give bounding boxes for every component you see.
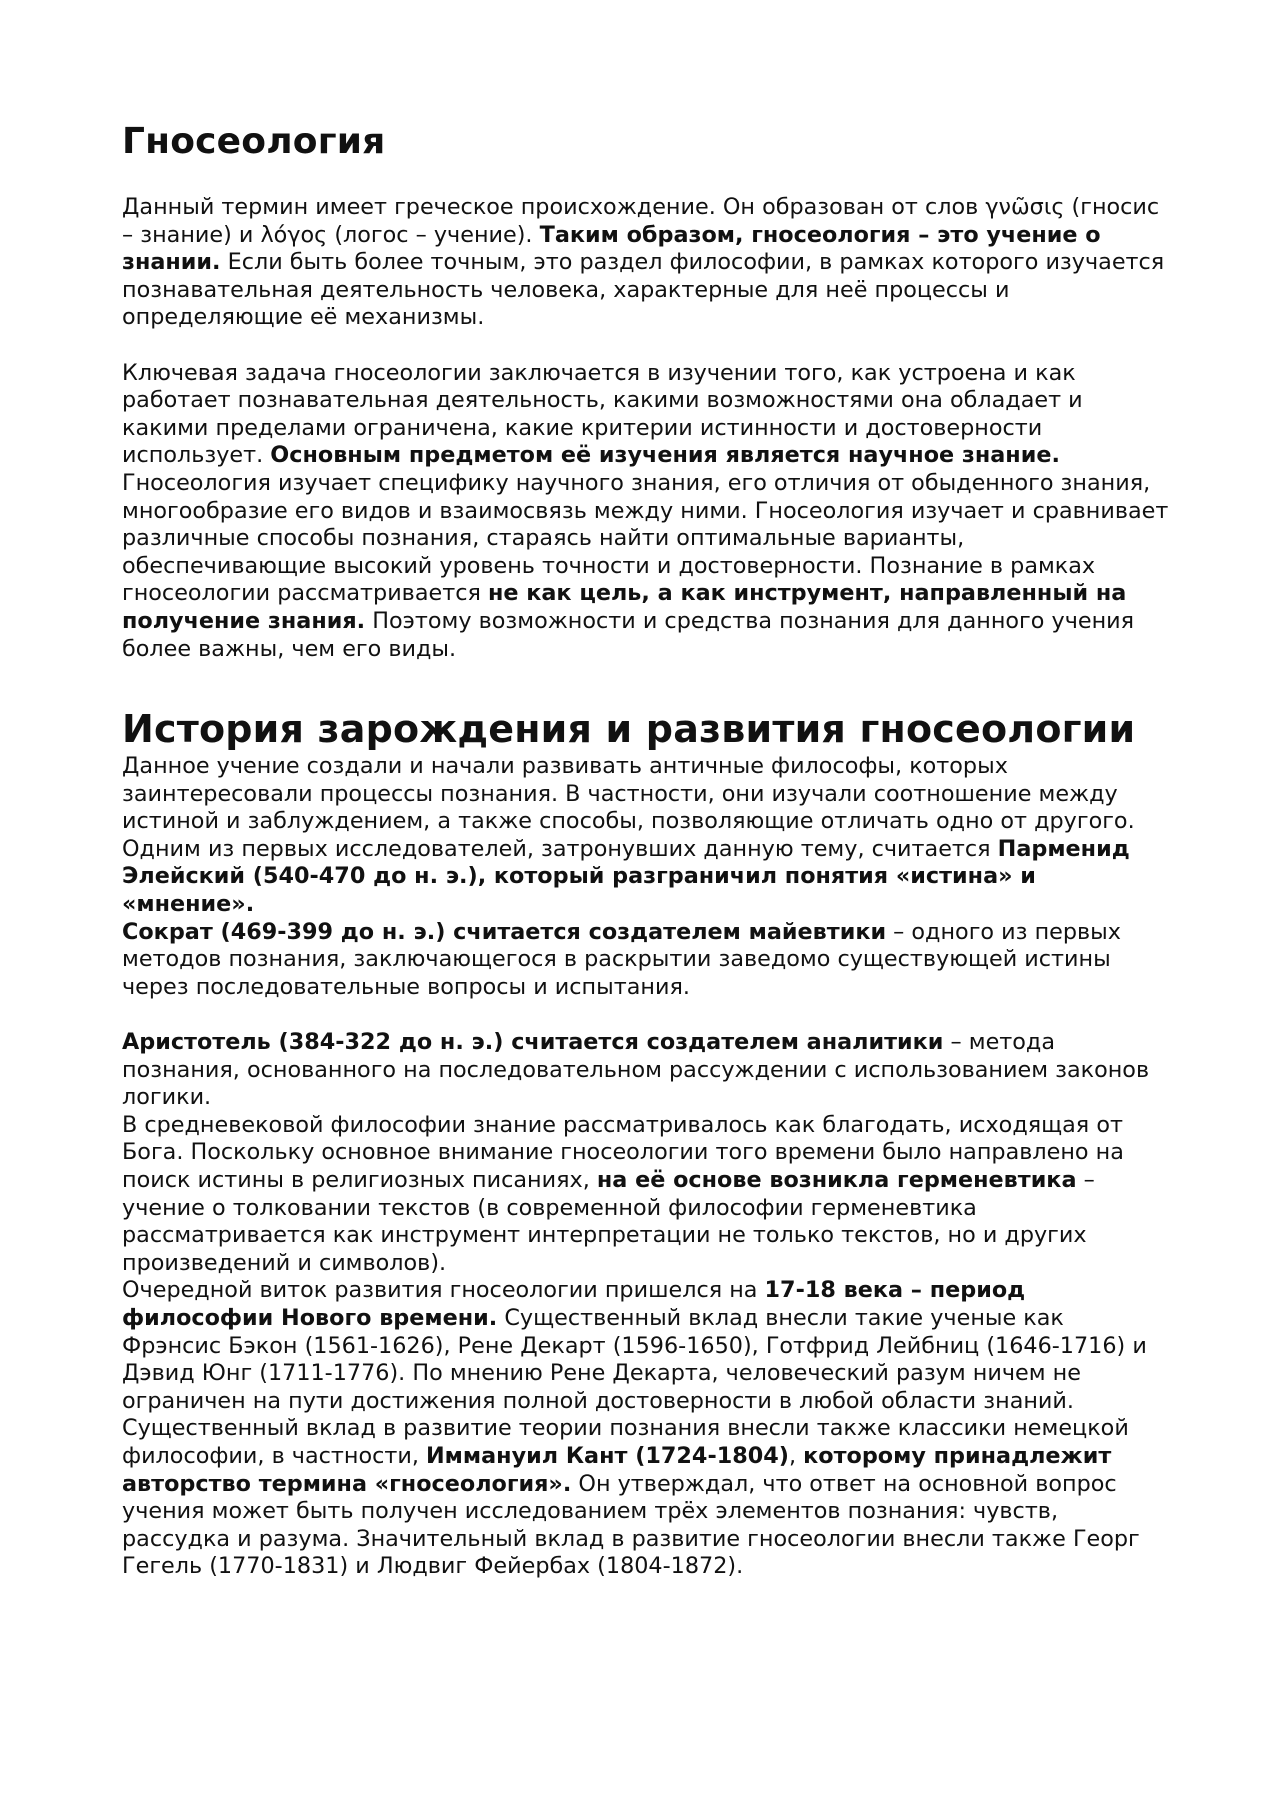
- text: Гносеология изучает специфику научного знания, его отличия от обыденного знания, многообразие его видов и взаимосвязь между ними. Гносеология изучает и сравнивает различные способы познания, стараясь найти оптимальные варианты, обеспечивающие высокий уровень точности и достоверности. Познание в рамках гносеологии рассматривается: [122, 469, 1169, 607]
- bold-text: Иммануил Кант (1724-1804): [426, 1442, 789, 1469]
- paragraph-antiquity: [122, 753, 1170, 919]
- bold-text: не как цель, а как инструмент, направленный на получение знания.: [122, 580, 1127, 634]
- text: В средневековой философии знание рассматривалось как благодать, исходящая от Бога. Поскольку основное внимание гносеологии того времени было направлено на поиск истины в религиозных писаниях,: [122, 1111, 1124, 1193]
- document-page: [122, 118, 1170, 1581]
- paragraph-german-philosophy: [122, 1415, 1170, 1581]
- paragraph-socrates: [122, 919, 1170, 1002]
- bold-text: которому принадлежит авторство термина «гносеология».: [122, 1442, 1112, 1497]
- paragraph-definition: [122, 194, 1170, 332]
- text: Существенный вклад в развитие теории познания внесли также классики немецкой философии, в частности,: [122, 1415, 1129, 1469]
- text: Он утверждал, что ответ на основной вопрос учения может быть получен исследованием трёх элементов познания: чувств, рассудка и разума. Значительный вклад в развитие гносеологии внесли также Георг Гегель (1770-1831) и Людвиг Фейербах (1804-1872).: [122, 1470, 1140, 1580]
- bold-text: на её основе возникла герменевтика: [596, 1167, 1077, 1193]
- paragraph-aristotle: [122, 1029, 1170, 1112]
- spacer: [122, 1001, 1170, 1029]
- bold-text: Таким образом, гносеология – это учение о знании.: [122, 221, 1101, 276]
- text: Данное учение создали и начали развивать античные философы, которых заинтересовали процессы познания. В частности, они изучали соотношение между истиной и заблуждением, а также способы, позволяющие отличать одно от другого. Одним из первых исследователей, затронувших данную тему, считается: [122, 753, 1135, 862]
- text: Поэтому возможности и средства познания для данного учения более важны, чем его виды.: [122, 607, 1135, 662]
- bold-text: Сократ (469-399 до н. э.) считается создателем майевтики: [122, 918, 887, 945]
- bold-text: 17-18 века – период философии Нового времени.: [122, 1277, 1026, 1331]
- text: – метода познания, основанного на последовательном рассуждении с использованием законов логики.: [122, 1029, 1150, 1111]
- heading-gnoseology: Гносеология: [122, 121, 386, 162]
- bold-text: Основным предметом её изучения является научное знание.: [270, 442, 1060, 469]
- bold-text: Аристотель (384-322 до н. э.) считается создателем аналитики: [122, 1029, 944, 1056]
- text: – учение о толковании текстов (в современной философии герменевтика рассматривается как инструмент интерпретации не только текстов, но и других произведений и символов).: [122, 1167, 1095, 1276]
- text: Очередной виток развития гносеологии пришелся на: [122, 1277, 765, 1304]
- text: ,: [788, 1442, 804, 1469]
- heading-history: История зарождения и развития гносеологии: [122, 707, 1136, 752]
- text: Ключевая задача гносеологии заключается в изучении того, как устроена и как работает познавательная деятельность, какими возможностями она обладает и какими пределами ограничена, какие критерии истинности и достоверности использует.: [122, 359, 1083, 469]
- paragraph-key-task: [122, 360, 1170, 664]
- text: – одного из первых методов познания, заключающегося в раскрытии заведомо существующей истины через последовательные вопросы и испытания.: [122, 918, 1121, 1000]
- text: Если быть более точным, это раздел философии, в рамках которого изучается познавательная деятельность человека, характерные для неё процессы и определяющие её механизмы.: [122, 249, 1165, 331]
- text: Данный термин имеет греческое происхождение. Он образован от слов γνῶσις (гносис – знание) и λόγος (логос – учение).: [122, 194, 1160, 248]
- paragraph-medieval: [122, 1112, 1170, 1278]
- bold-text: Парменид Элейский (540-470 до н. э.), который разграничил понятия «истина» и «мнение».: [122, 835, 1130, 918]
- paragraph-modern-era: [122, 1277, 1170, 1415]
- spacer: [122, 332, 1170, 360]
- spacer: [122, 663, 1170, 705]
- text: Существенный вклад внесли такие ученые как Фрэнсис Бэкон (1561-1626), Рене Декарт (1596-1650), Готфрид Лейбниц (1646-1716) и Дэвид Юнг (1711-1776). По мнению Рене Декарта, человеческий разум ничем не ограничен на пути достижения полной достоверности в любой области знаний.: [122, 1304, 1147, 1414]
